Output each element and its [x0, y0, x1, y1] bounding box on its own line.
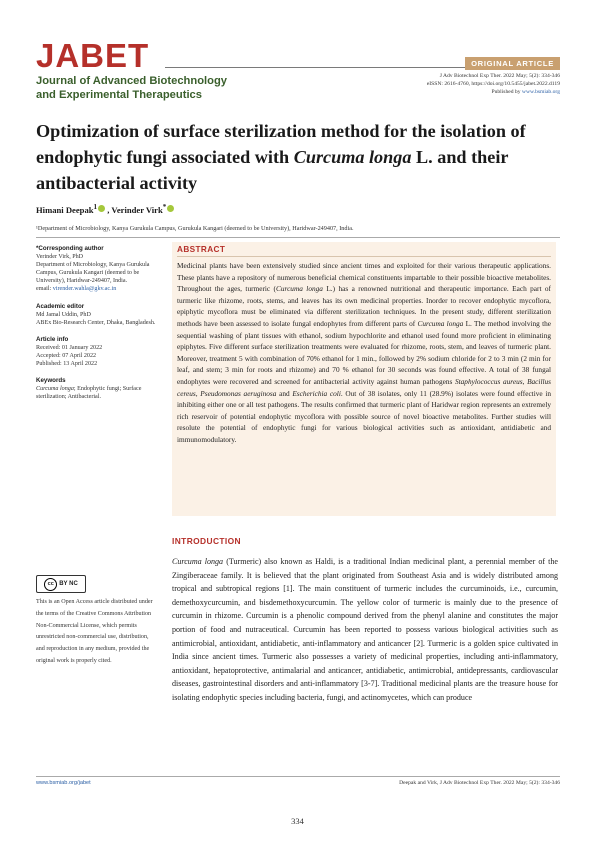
abstract-text-5: . Out of 38 isolates, only 11 (28.9%) isolates were found effective in inhibiting either one or all test pathogens. The results confirmed that turmeric plant of Haridwar region represents an extremely rich reservoir of potential endophytic mycoflora with possible source of novel bioactive metabolites. Further studies will resolute the potential of endophytic fungi for various biological activities such as antioxidant, antidiabetic and immunomodulatory. [177, 388, 552, 444]
page-number: 334 [291, 816, 304, 826]
corresponding-author-heading: *Corresponding author [36, 245, 104, 252]
keywords-rest: ; Endophytic fungi; Surface sterilization; Antibacterial. [36, 386, 142, 401]
publisher-line [427, 88, 560, 96]
journal-name [36, 75, 236, 102]
cc-license-label: BY NC [59, 581, 78, 587]
title-divider [36, 237, 560, 238]
keywords [36, 385, 161, 401]
corresponding-author-email [36, 285, 161, 293]
abstract-text-4: and [276, 388, 293, 398]
author-1-name: Himani Deepak [36, 204, 94, 215]
corresponding-author-name: Verinder Virk, PhD [36, 254, 84, 261]
intro-species: Curcuma longa [172, 557, 224, 566]
orcid-icon[interactable] [167, 205, 174, 212]
journal-citation: J Adv Biotechnol Exp Ther. 2022 May; 5(2): 334-346 [439, 73, 560, 79]
title-part1: Optimization of surface sterilization method for the isolation of endophytic fungi associated with [36, 121, 526, 167]
title-part2: L. and their antibacterial activity [36, 147, 509, 193]
abstract-text-3: L. The method involving the sequential washing of plant tissues with ethanol, sodium hypochlorite and ethanol used found more proficient in eliminating epiphytes. Five different surface sterilization treatments were evaluated for rhizome, roots, stem, and leaves of turmeric plant. Moreover, treatment 5 with combination of 70% ethanol for 1 min., followed by 2% sodium chloride for 2 to 3 min (2 min for leaf, and stem; 3 min for roots and rhizome) and 70 % ethanol for 30 seconds was found effective. A total of 38 fungal endophytes were recovered and screened for antibacterial activity against human pathogens [177, 318, 552, 386]
cc-license-badge[interactable] [36, 575, 86, 593]
abstract-text-1: Medicinal plants have been extensively studied since ancient times and exploited for their various therapeutic applications. These plants have a repository of numerous beneficial chemical constituents impartable to their possible bioactive metabolites. Throughout the ages, turmeric ( [177, 261, 551, 294]
footer-website-link[interactable]: www.bsmiab.org/jabet [36, 780, 91, 786]
introduction-heading: INTRODUCTION [172, 536, 242, 546]
license-note: This is an Open Access article distributed under the terms of the Creative Commons Attribution Non-Commercial License, which permits unrestricted non-commercial use, distribution, and reproduction in any medium, provided the original work is properly cited. [36, 599, 153, 664]
journal-logo: JABET [36, 37, 150, 74]
footer-citation: Deepak and Virk, J Adv Biotechnol Exp Ther. 2022 May; 5(2): 334-346 [399, 780, 560, 786]
academic-editor-name: Md Jamal Uddin, PhD [36, 311, 91, 318]
abstract-text [177, 260, 551, 446]
keyword-species: Curcuma longa [36, 386, 74, 393]
sidebar-info [36, 245, 161, 402]
abstract-pathogens: Staphylococcus aureus, Bacillus cereus, Pseudomonas aeruginosa [177, 376, 551, 398]
license-block [36, 575, 156, 668]
abstract-species-2: Curcuma longa [417, 318, 464, 328]
article-type-badge: ORIGINAL ARTICLE [465, 57, 560, 70]
email-link[interactable]: virender.wahla@gkv.ac.in [52, 286, 117, 293]
author-line [36, 203, 174, 215]
abstract-text-2: L.) has a renowned nutritional and therapeutic importance. Each part of turmeric like rhizome, roots, stems, and leaves has its own medicinal properties. Inorder to recover endophytic mycoflora, epiphytic mycoflora must be eliminated via different sterilization techniques. In the present study, different sterilization methods have been assessed to isolate fungal endophytes from different parts of [177, 284, 551, 328]
received-date: Received: 01 January 2022 [36, 344, 103, 351]
journal-name-line1: Journal of Advanced Biotechnology [36, 75, 228, 87]
email-label: email: [36, 286, 53, 293]
abstract-box [172, 242, 556, 516]
author-separator: , [105, 204, 112, 215]
accepted-date: Accepted: 07 April 2022 [36, 353, 97, 360]
article-info-heading: Article info [36, 335, 69, 343]
intro-paragraph: (Turmeric) also known as Haldi, is a traditional Indian medicinal plant, a perennial member of the Zingiberaceae family. It is believed that the plant originated from Southeast Asia and is widely distributed among tropical and subtropical regions [1]. The main constituent of turmeric includes the curcuminoids, i.e., curcumin, demethoxycurcumin, and bisdemethoxycurcumin. The yellow color of turmeric is mainly due to the presence of curcumin in rhizome. Curcumin is a phenolic compound derived from the phenyl alanine and constitutes the major portion of food and nutraceutical. Curcumin has been reported to possess various biological activities such as antimicrobial, antioxidant, antidiabetic, anti-inflammatory and anticancer [2]. Turmeric is a golden spice cultivated in India since ancient times. Turmeric also possesses a variety of medicinal properties, including anti-inflammatory, antioxidant, hepatoprotective, antimalarial and anticancer, antidiabetic, antimicrobial, antidepressants, cardiovascular diseases, gastrointestinal disorders and anti-inflammatory [3-7]. Traditional medicinal plants are the treasure house for isolating endophytic species including bacteria, fungi, and actinomycetes, which can produce [172, 557, 558, 702]
affiliation: ¹Department of Microbiology, Kanya Gurukula Campus, Gurukula Kangari (deemed to be University), Haridwar-249407, India. [36, 225, 354, 232]
abstract-species-1: Curcuma longa [275, 284, 323, 294]
published-date: Published: 13 April 2022 [36, 361, 98, 368]
corresponding-author-address: Department of Microbiology, Kanya Gurukula Campus, Gurukula Kangari (deemed to be University), Haridwar-249407, India. [36, 262, 150, 285]
citation-block [427, 72, 560, 96]
academic-editor-affiliation: ABEx Bio-Research Center, Dhaka, Bangladesh. [36, 319, 156, 326]
issn-doi[interactable]: eISSN: 2616-4760, https://doi.org/10.5455/jabet.2022.d119 [426, 81, 560, 87]
author-2-sup: * [162, 203, 167, 211]
author-2-name: Verinder Virk [111, 204, 163, 215]
academic-editor-heading: Academic editor [36, 302, 85, 310]
article-title [36, 118, 566, 196]
introduction-text [172, 555, 558, 705]
publisher-link[interactable]: www.bsmiab.org [521, 89, 560, 95]
keywords-heading: Keywords [36, 377, 66, 385]
author-1-sup: 1 [93, 203, 98, 211]
journal-name-line2: and Experimental Therapeutics [36, 88, 202, 101]
abstract-heading: ABSTRACT [177, 245, 551, 257]
footer-divider [36, 776, 560, 777]
abstract-pathogen-last: Escherichia coli [292, 388, 341, 398]
title-species: Curcuma longa [293, 147, 412, 167]
creative-commons-icon: cc [44, 578, 57, 591]
publisher-prefix: Published by [491, 89, 522, 95]
